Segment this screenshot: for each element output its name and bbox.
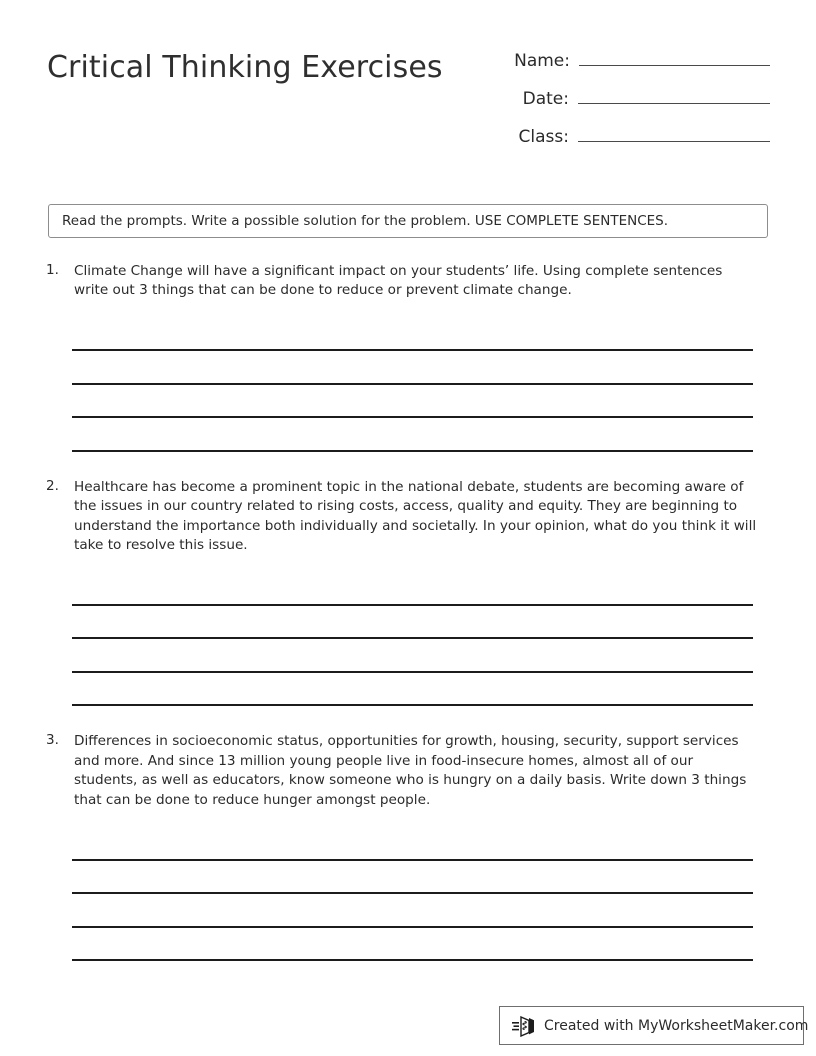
- answer-line[interactable]: [72, 639, 753, 673]
- worksheet-maker-logo-icon: [512, 1015, 538, 1037]
- date-input[interactable]: [578, 86, 770, 104]
- footer-badge[interactable]: [499, 1006, 809, 1045]
- answer-line[interactable]: [72, 418, 753, 452]
- answer-line[interactable]: [72, 673, 753, 707]
- answer-line[interactable]: [72, 318, 753, 352]
- answer-line[interactable]: [72, 928, 753, 962]
- answer-line[interactable]: [72, 351, 753, 385]
- answer-line[interactable]: [72, 385, 753, 419]
- answer-line[interactable]: [72, 606, 753, 640]
- answer-line[interactable]: [72, 894, 753, 928]
- instructions-text: Read the prompts. Write a possible solution for the problem. USE COMPLETE SENTENCES.: [62, 213, 669, 229]
- name-input[interactable]: [579, 48, 770, 66]
- footer-text: Created with MyWorksheetMaker.com: [544, 1017, 809, 1034]
- answer-area[interactable]: [72, 827, 753, 961]
- student-info-fields: [440, 48, 770, 162]
- question-text: Healthcare has become a prominent topic in the national debate, students are becoming aware of the issues in our country related to rising costs, access, quality and equity. They are beginning to understand the importance both individually and societally. In your opinion, what do you think it will take to resolve this issue.: [74, 478, 757, 554]
- question-number: 1.: [46, 262, 59, 278]
- questions-list: [0, 262, 816, 961]
- answer-line[interactable]: [72, 861, 753, 895]
- question-spacer: [0, 452, 816, 478]
- page-title: Critical Thinking Exercises: [47, 50, 443, 85]
- class-input[interactable]: [578, 124, 770, 142]
- instructions-box: [48, 204, 768, 238]
- answer-line[interactable]: [72, 572, 753, 606]
- field-row-class: [440, 124, 770, 162]
- answer-line[interactable]: [72, 827, 753, 861]
- question-item: [0, 478, 816, 707]
- date-label: Date:: [522, 89, 569, 109]
- question-number: 2.: [46, 477, 59, 494]
- class-label: Class:: [518, 127, 569, 147]
- question-spacer: [0, 706, 816, 732]
- question-item: [0, 732, 816, 961]
- question-text: Differences in socioeconomic status, opportunities for growth, housing, security, support services and more. And since 13 million young people live in food-insecure homes, almost all of our students, as well as educators, know someone who is hungry on a daily basis. Write down 3 things that can be done to reduce hunger amongst people.: [74, 733, 747, 808]
- worksheet-header: [0, 0, 816, 180]
- answer-area[interactable]: [72, 572, 753, 706]
- question-text: Climate Change will have a significant impact on your students’ life. Using complete sentences write out 3 things that can be done to reduce or prevent climate change.: [74, 263, 723, 299]
- answer-area[interactable]: [72, 318, 753, 452]
- question-number: 3.: [46, 732, 59, 749]
- field-row-date: [440, 86, 770, 124]
- question-item: [0, 262, 816, 452]
- field-row-name: [440, 48, 770, 86]
- name-label: Name:: [514, 51, 570, 71]
